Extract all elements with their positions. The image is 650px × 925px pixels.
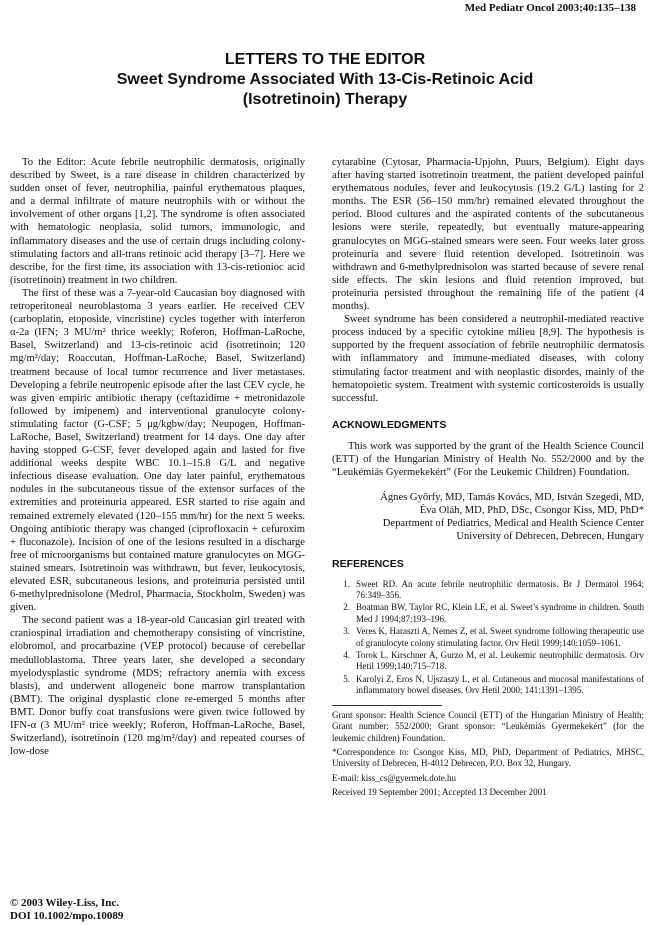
affiliation-line: University of Debrecen, Debrecen, Hungary [456,531,644,543]
acknowledgments-heading: ACKNOWLEDGMENTS [332,418,447,431]
article-title-line-1: Sweet Syndrome Associated With 13-Cis-Retinoic Acid [116,71,534,88]
body-paragraph: The second patient was a 18-year-old Caucasian girl treated with craniospinal irradiation and chemotherapy consisting of vincristine, elobromol, and procarbazine (VEP protocol) because of cerebellar medulloblastoma. Three years later, she developed a secondary myelodysplastic syndrome (MDS; refractory anemia with excess blasts), and underwent allogeneic bone marrow transplantation (BMT). The original dysplastic clone re-emerged 5 months after BMT. Donor buffy coat transfusions were given twice followed by IFN-α (3 MU/m² trice weekly; Roferon, Hoffman-LaRoche, Basel, Switzerland), isotretinoin (120 mg/m²/day) and repeated courses of low-dose [10,615,305,758]
footnotes [332,710,644,799]
reference-item: 3. Veres K, Haraszti A, Nemes Z, et al. Sweet syndrome following therapeutic use of granulocyte colony stimulating factor. Orv Hetil 1999;140:1059–1061. [343,626,644,648]
received-dates: Received 19 September 2001; Accepted 13 December 2001 [332,787,547,798]
acknowledgments-text: This work was supported by the grant of the Health Science Council (ETT) of the Hungarian Ministry of Health No. 552/2000 and by the “Leukémiás Gyermekekért” (For the Leukemic Children) Foundation. [332,440,644,479]
authors-line: Éva Oláh, MD, PhD, DSc, Csongor Kiss, MD, PhD* [419,505,644,517]
section-title: LETTERS TO THE EDITOR [224,51,426,68]
reference-item: 1. Sweet RD. An acute febrile neutrophilic dermatosis. Br J Dermatol 1964; 76:349–356. [343,578,644,601]
article-title-line-2: (Isotretinoin) Therapy [242,91,408,108]
right-column [332,156,644,802]
reference-item: 5. Karolyi Z, Eros N, Ujszaszy L, et al. Cutaneous and mucosal manifestations of inflammatory bowel diseases. Orv Hetil 2000; 141:1391–1395. [343,673,644,696]
left-column [10,156,305,758]
copyright-block [10,897,123,923]
references-heading: REFERENCES [332,557,404,570]
article-title-block [0,50,650,110]
doi: DOI 10.1002/mpo.10089 [10,910,124,922]
reference-item: 2. Boatman BW, Taylor RC, Klein LE, et al. Sweet’s syndrome in children. South Med J 1994;87:193–196. [343,602,644,624]
footnote-correspondence: *Correspondence to: Csongor Kiss, MD, PhD, Department of Pediatrics, MHSC, University of Debrecen, H-4012 Debrecen, P.O. Box 32, Hungary. [332,746,644,769]
reference-item: 4. Torok L, Kirschner A, Gurzo M, et al. Leukemic neutrophilic dermatosis. Orv Hetil 1999;140:715–718. [343,650,644,672]
copyright: © 2003 Wiley-Liss, Inc. [10,897,119,909]
running-head: Med Pediatr Oncol 2003;40:135–138 [464,2,636,14]
authors-line: Ágnes Gyôrfy, MD, Tamás Kovács, MD, István Szegedi, MD, [380,492,644,504]
body-paragraph: The first of these was a 7-year-old Caucasian boy diagnosed with retroperitoneal neuroblastoma 3 years earlier. He received CEV (carboplatin, etoposide, vincristine) cycles together with interferon α-2a (IFN; 3 MU/m² thrice weekly; Roferon, Hoffman-LaRoche, Basel, Switzerland) and 13-cis-retinoic acid (isotretinoin; 120 mg/m²/day; Roaccutan, Hoffman-LaRoche, Basel, Switzerland) treatment because of local tumor recurrence and liver metastases. Developing a febrile neutropenic episode after the last CEV cycle, he was given empiric antibiotic therapy (ceftazidime + metronidazole followed by imipenem) and interventional granulocyte colony-stimulating factor (G-CSF; 5 μg/kgbw/day; Neupogen, Hoffman-LaRoche, Basel, Switzerland) treatment for 14 days. One day after having stopped G-CSF, fever developed again and lasted for five additional weeks despite WBC 10.1–15.8 G/L and negative infectious disease evaluation. One day later painful, erythematous nodules in the subcutaneous tissue of the extensor surfaces of the extremities and proteinuria appeared. ESR started to rise again and remained extremely elevated (120–155 mm/hr) for the next 5 weeks. Ongoing antibiotic therapy was changed (ciprofloxacin + cefuroxim + fluconazole). Incision of one of the lesions resulted in a discharge free of microorganisms but contained mature granulocytes on MGG-stained smears. Isotretinoin was withdrawn, but fever, leukocytosis, elevated ESR, subcutaneous lesions, and proteinuria persisted until 6-methylprednisolone (Medrol, Pharmacia, Stockholm, Sweden) was given. [10,287,305,614]
body-paragraph: To the Editor: Acute febrile neutrophilic dermatosis, originally described by Sweet, is a rare disease in children characterized by sudden onset of fever, neutrophilia, painful erythematous plaques, and a dermal infiltrate of mature neutrophils with or without the involvement of other organs [1,2]. The syndrome is often associated with hematologic neoplasia, solid tumors, immunologic, and inflammatory diseases and the use of certain drugs including colony-stimulating factors and all-trans retinoic acid therapy [3–7]. Here we describe, for the first time, its association with 13-cis-retionioc acid (isotretinoin) treatment in two children. [10,157,305,286]
body-paragraph: Sweet syndrome has been considered a neutrophil-mediated reactive process induced by a specific cytokine milieu [8,9]. The hypothesis is supported by the frequent association of febrile neutrophilic dermatosis with inflammatory and immune-mediated diseases, with colony stimulating factor treatment and with neoplastic disordes, mainly of the hematopoietic system. Treatment with systemic corticosteroids is usually successful. [332,314,644,404]
author-block [332,491,644,543]
footnote-email: E-mail: kiss_cs@gyermek.dote.hu [332,772,457,783]
reference-list [332,579,644,697]
body-paragraph: cytarabine (Cytosar, Pharmacia-Upjohn, Puurs, Belgium). Eight days after having started isotretinoin treatment, the patient developed painful erythematous nodules, fever and leukocytosis (19.2 G/L) lasting for 2 months. The ESR (56–150 mm/hr) remained elevated throughout the period. Blood cultures and the aspirated contents of the subcutaneous lesions were sterile, repeatedly, but eventually mature-appearing granulocytes on MGG-stained smears were seen. Four weeks later gross proteinuria and severe fluid retention developed. Isotretinoin was withdrawn and 6-methylprednisolon was started because of severe renal side effects. The skin lesions and fluid retention improved, but proteinuria persisted throughout the remaining life of the patient (4 months). [332,157,644,313]
affiliation-line: Department of Pediatrics, Medical and Health Science Center [382,518,644,530]
footnote-divider [332,705,442,706]
footnote-grant: Grant sponsor: Health Science Council (ETT) of the Hungarian Ministry of Health; Grant number: 552/2000; Grant sponsor: “Leukémiás Gyermekekért” (for the leukemic children) Foundation. [332,709,644,743]
